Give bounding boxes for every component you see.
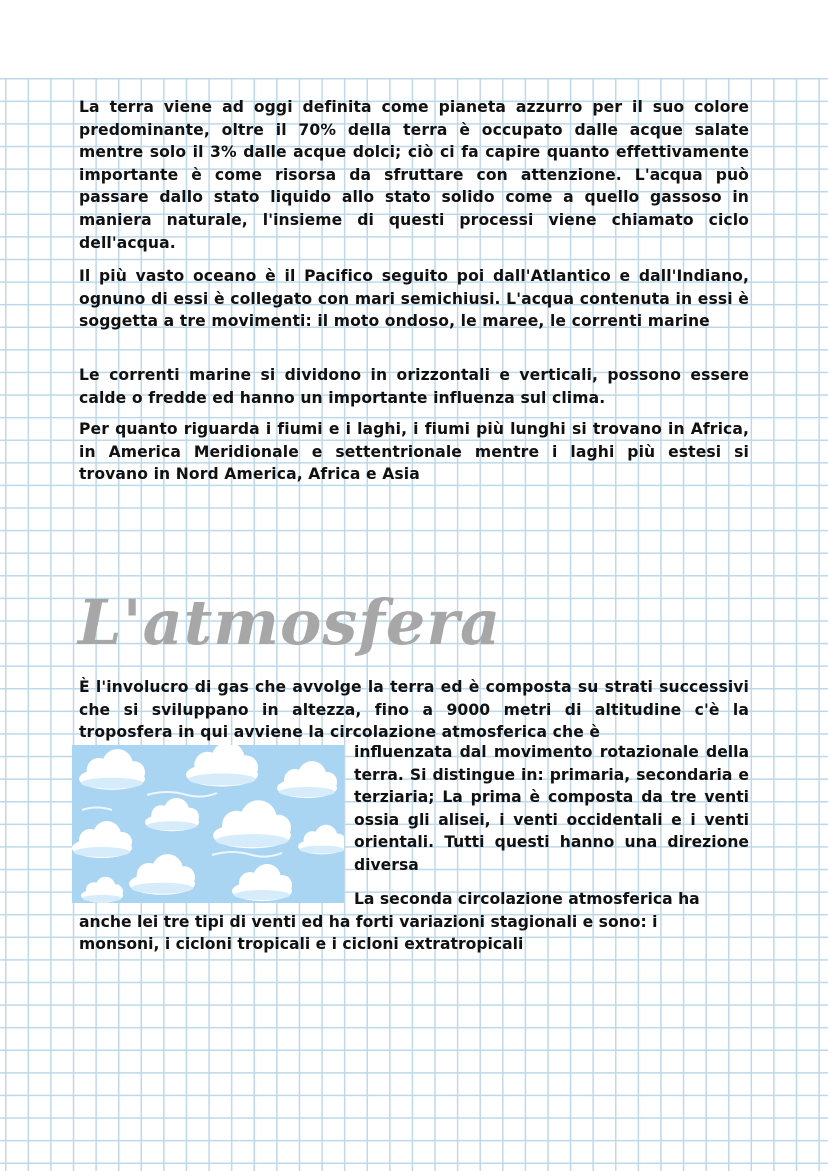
paragraph-rivers-lakes: Per quanto riguarda i fiumi e i laghi, i fiumi più lunghi si trovano in Africa, in America Meridionale e settentrionale mentre i laghi più estesi si trovano in Nord America, Africa e Asia [79,420,749,484]
paragraph-second-circulation-end: monsoni, i cicloni tropicali e i cicloni extratropicali [79,935,524,953]
section-title: L'atmosfera [78,586,502,659]
paragraph-atmosphere-intro: È l'involucro di gas che avvolge la terra ed è composta su strati successivi che si sviluppano in altezza, fino a 9000 metri di altitudine c'è la troposfera in qui avviene la circolazione atmosferica che è [79,678,749,742]
paragraph-circulation-beside-image: influenzata dal movimento rotazionale della terra. Si distingue in: primaria, secondaria e terziaria; La prima è composta da tre venti ossia gli alisei, i venti occidentali e i venti orientali. Tutti questi hanno una direzione diversa [354,743,749,874]
paragraph-second-circulation-start: La seconda circolazione atmosferica ha [354,890,700,908]
paragraph-second-circulation-line: anche lei tre tipi di venti ed ha forti variazioni stagionali e sono: i [79,913,658,931]
paragraph-oceans: Il più vasto oceano è il Pacifico seguito poi dall'Atlantico e dall'Indiano, ognuno di essi è collegato con mari semichiusi. L'acqua contenuta in essi è soggetta a tre movimenti: il moto ondoso, le maree, le correnti marine [79,267,749,331]
paragraph-currents: Le correnti marine si dividono in orizzontali e verticali, possono essere calde o fredde ed hanno un importante influenza sul clima. [79,366,749,407]
paragraph-water-planet: La terra viene ad oggi definita come pianeta azzurro per il suo colore predominante, oltre il 70% della terra è occupato dalle acque salate mentre solo il 3% dalle acque dolci; ciò ci fa capire quanto effettivamente importante è come risorsa da sfruttare con attenzione. L'acqua può passare dallo stato liquido allo stato solido come a quello gassoso in maniera naturale, l'insieme di questi processi viene chiamato ciclo dell'acqua. [79,98,749,252]
clouds-illustration [72,745,344,903]
